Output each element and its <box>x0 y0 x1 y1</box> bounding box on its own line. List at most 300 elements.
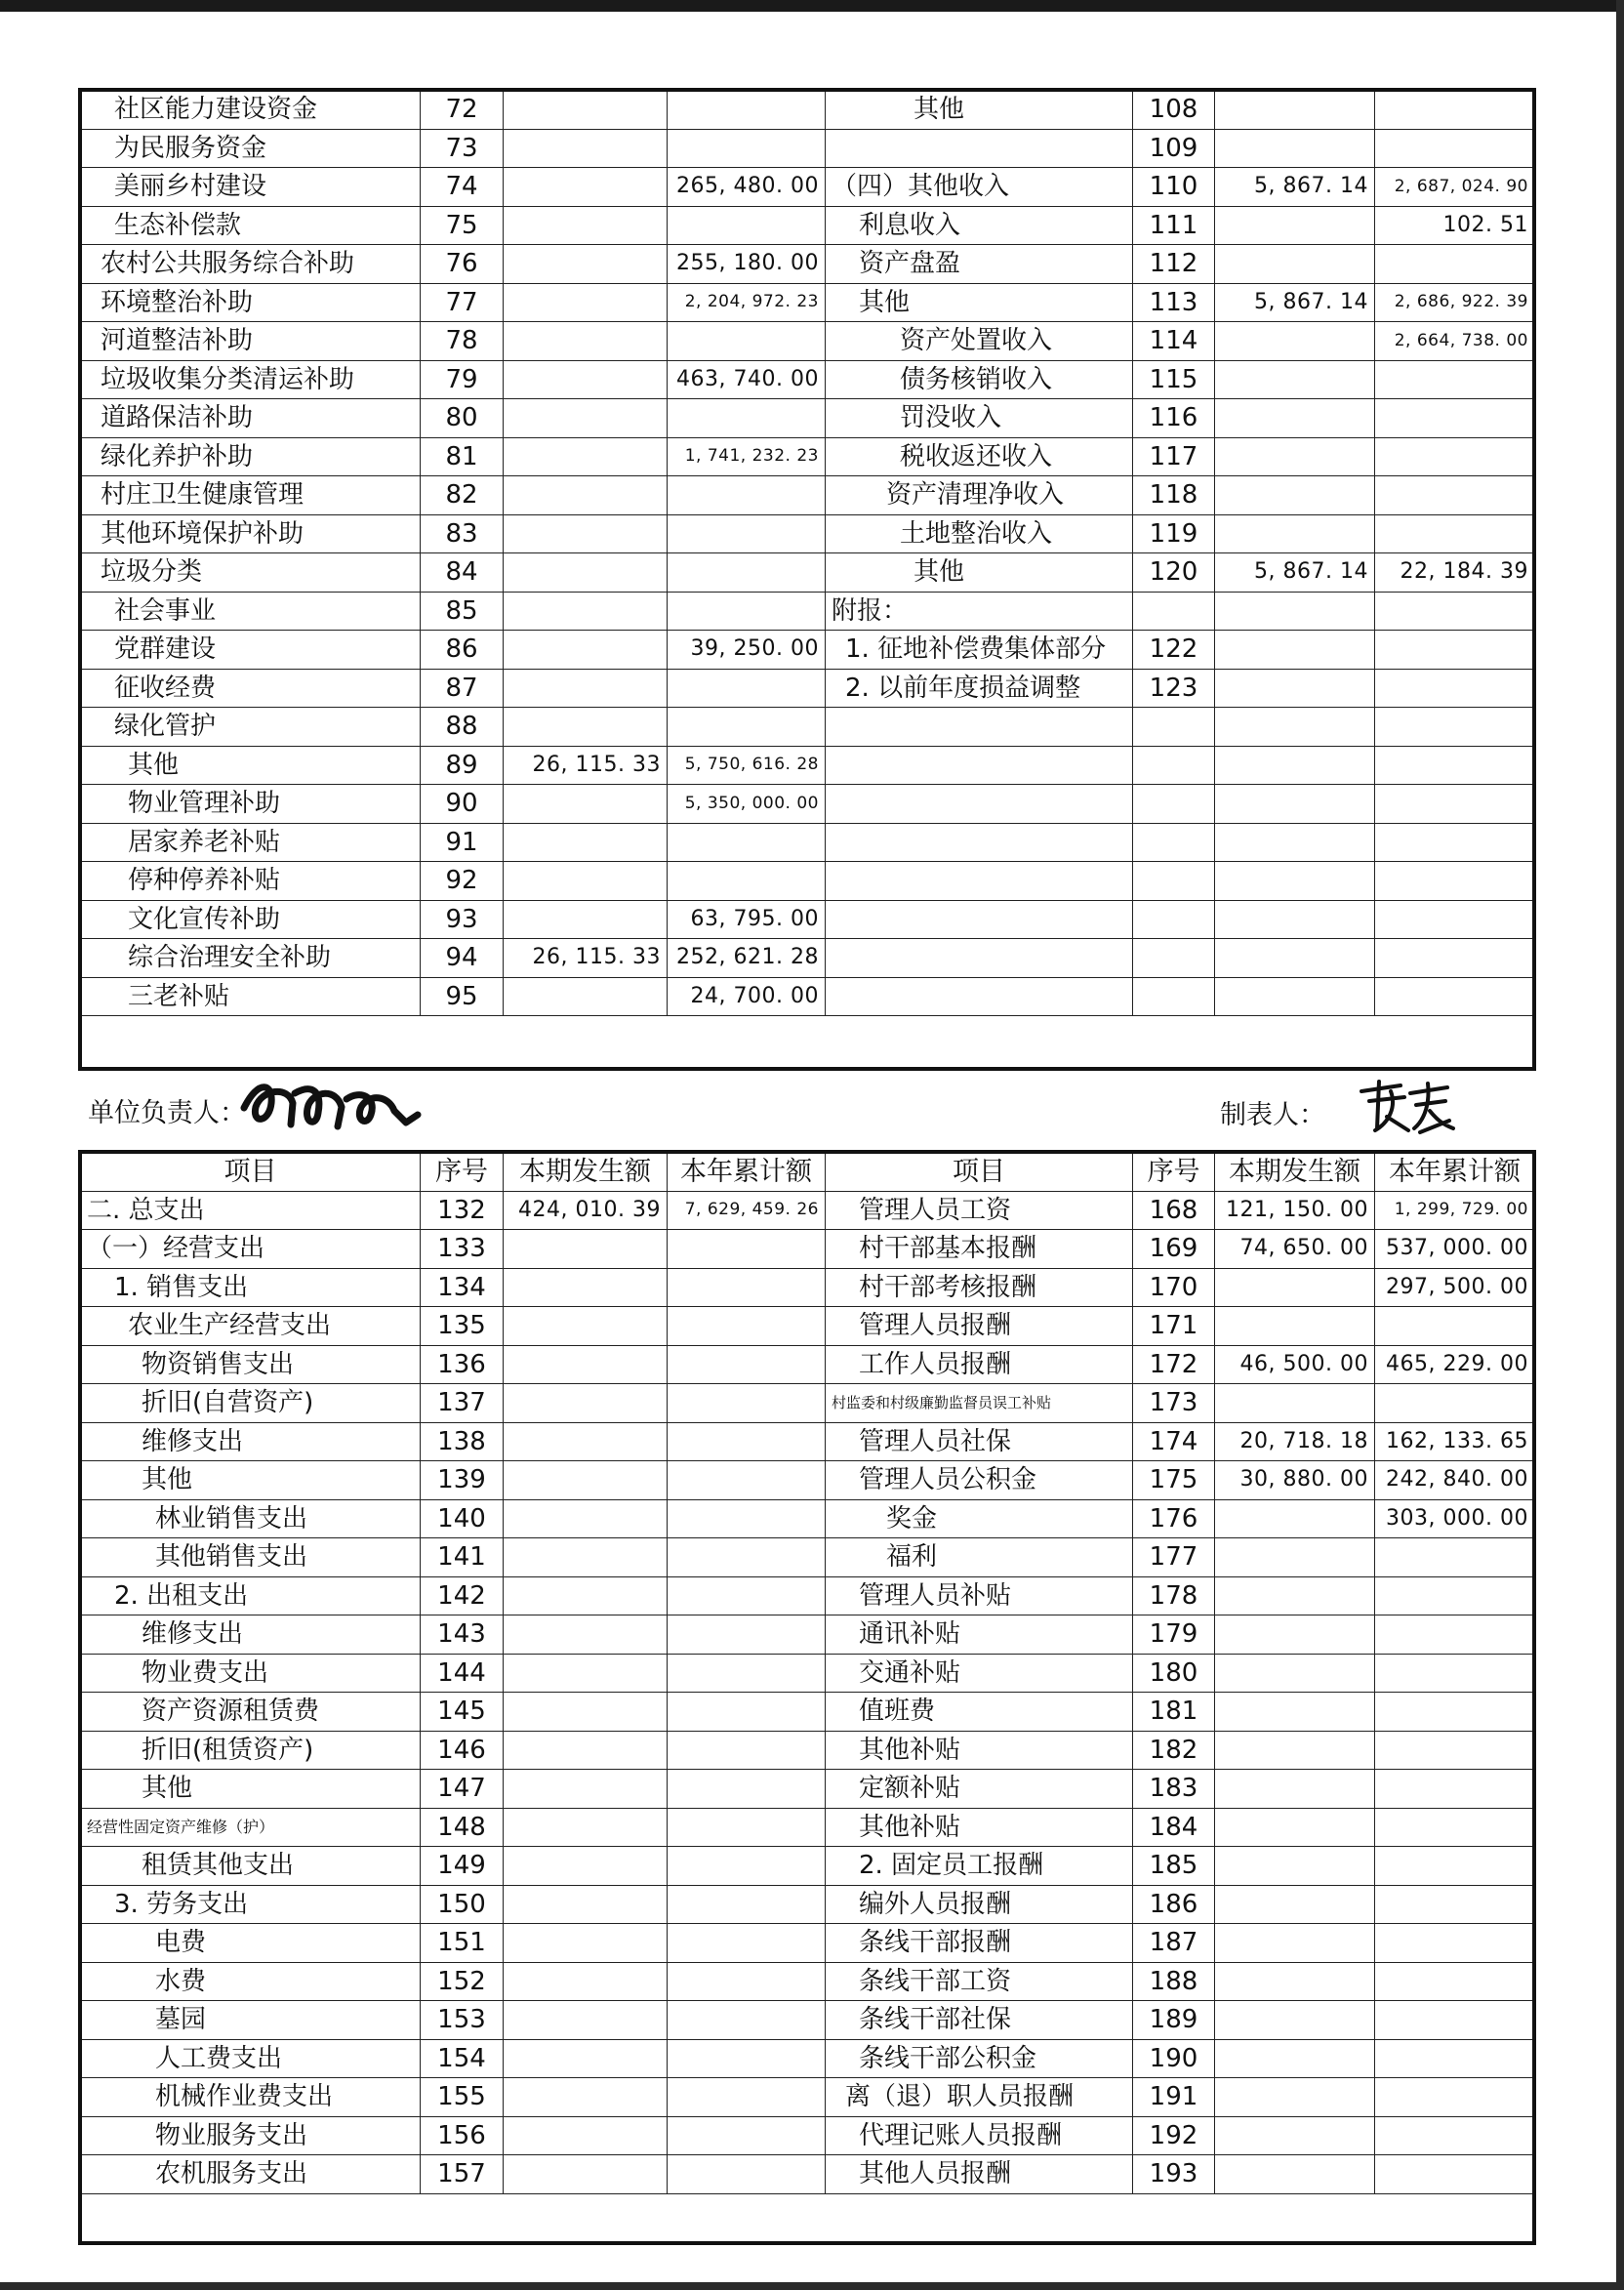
right-current-amount <box>1215 2001 1375 2040</box>
left-current-amount <box>504 399 668 438</box>
left-ytd-amount <box>668 2001 826 2040</box>
right-current-amount <box>1215 900 1375 939</box>
left-current-amount <box>504 1538 668 1577</box>
left-seq-number: 157 <box>421 2155 504 2194</box>
left-ytd-amount <box>668 1770 826 1809</box>
left-current-amount <box>504 437 668 476</box>
right-ytd-amount: 1, 299, 729. 00 <box>1375 1191 1535 1230</box>
right-item-label: 村干部基本报酬 <box>826 1230 1133 1269</box>
left-seq-number: 88 <box>421 708 504 747</box>
table-row <box>81 360 1535 399</box>
right-item-label <box>826 900 1133 939</box>
right-current-amount <box>1215 1576 1375 1615</box>
right-ytd-amount <box>1375 708 1535 747</box>
right-ytd-amount <box>1375 1924 1535 1963</box>
right-current-amount <box>1215 1770 1375 1809</box>
left-ytd-amount <box>668 1962 826 2001</box>
right-ytd-amount <box>1375 1654 1535 1693</box>
left-seq-number: 150 <box>421 1885 504 1924</box>
left-current-amount <box>504 2039 668 2078</box>
right-seq-number: 192 <box>1133 2116 1215 2155</box>
right-ytd-amount <box>1375 2155 1535 2194</box>
left-ytd-amount <box>668 669 826 708</box>
right-item-label: 代理记账人员报酬 <box>826 2116 1133 2155</box>
left-current-amount <box>504 1924 668 1963</box>
right-seq-number <box>1133 746 1215 785</box>
right-item-label: 资产盘盈 <box>826 245 1133 284</box>
scan-top-edge <box>0 0 1624 12</box>
left-current-amount <box>504 129 668 168</box>
right-seq-number: 175 <box>1133 1461 1215 1500</box>
right-seq-number: 108 <box>1133 91 1215 130</box>
right-current-amount <box>1215 245 1375 284</box>
left-ytd-amount: 265, 480. 00 <box>668 168 826 207</box>
table-row <box>81 862 1535 901</box>
table-row <box>81 1770 1535 1809</box>
right-current-amount <box>1215 785 1375 824</box>
left-ytd-amount <box>668 91 826 130</box>
right-ytd-amount: 2, 686, 922. 39 <box>1375 283 1535 322</box>
right-item-label: 值班费 <box>826 1693 1133 1732</box>
table-row <box>81 2116 1535 2155</box>
column-header: 项目 <box>826 1153 1133 1192</box>
table-row <box>81 437 1535 476</box>
left-item-label: 河道整洁补助 <box>81 322 421 361</box>
right-item-label: 管理人员工资 <box>826 1191 1133 1230</box>
right-seq-number: 183 <box>1133 1770 1215 1809</box>
left-item-label: 农村公共服务综合补助 <box>81 245 421 284</box>
right-seq-number: 116 <box>1133 399 1215 438</box>
left-ytd-amount <box>668 476 826 515</box>
left-ytd-amount <box>668 1654 826 1693</box>
left-ytd-amount: 252, 621. 28 <box>668 939 826 978</box>
left-seq-number: 147 <box>421 1770 504 1809</box>
right-item-label: 条线干部报酬 <box>826 1924 1133 1963</box>
left-item-label: 社区能力建设资金 <box>81 91 421 130</box>
left-current-amount <box>504 245 668 284</box>
right-item-label <box>826 862 1133 901</box>
right-item-label: 附报： <box>826 592 1133 631</box>
left-seq-number: 90 <box>421 785 504 824</box>
left-item-label: 其他 <box>81 1770 421 1809</box>
right-seq-number: 176 <box>1133 1499 1215 1538</box>
table-row <box>81 823 1535 862</box>
right-item-label: 条线干部公积金 <box>826 2039 1133 2078</box>
left-seq-number: 132 <box>421 1191 504 1230</box>
left-item-label: 征收经费 <box>81 669 421 708</box>
right-current-amount <box>1215 129 1375 168</box>
right-ytd-amount <box>1375 2039 1535 2078</box>
left-current-amount <box>504 322 668 361</box>
right-current-amount <box>1215 862 1375 901</box>
right-current-amount <box>1215 977 1375 1016</box>
left-seq-number: 93 <box>421 900 504 939</box>
left-item-label: 停种停养补贴 <box>81 862 421 901</box>
left-current-amount <box>504 1230 668 1269</box>
right-seq-number: 185 <box>1133 1847 1215 1886</box>
right-current-amount <box>1215 2039 1375 2078</box>
right-current-amount <box>1215 1731 1375 1770</box>
right-current-amount: 74, 650. 00 <box>1215 1230 1375 1269</box>
left-item-label: 水费 <box>81 1962 421 2001</box>
table-header-row <box>81 1153 1535 1192</box>
left-item-label: 道路保洁补助 <box>81 399 421 438</box>
left-current-amount <box>504 823 668 862</box>
right-item-label: 税收返还收入 <box>826 437 1133 476</box>
table-row <box>81 977 1535 1016</box>
table-row <box>81 1538 1535 1577</box>
right-current-amount <box>1215 1808 1375 1847</box>
left-ytd-amount <box>668 2039 826 2078</box>
right-current-amount <box>1215 1615 1375 1655</box>
left-item-label: 折旧(自营资产) <box>81 1384 421 1423</box>
table-row <box>81 785 1535 824</box>
right-seq-number: 180 <box>1133 1654 1215 1693</box>
table-row <box>81 708 1535 747</box>
right-seq-number <box>1133 939 1215 978</box>
right-seq-number <box>1133 708 1215 747</box>
left-current-amount <box>504 206 668 245</box>
right-item-label: 其他人员报酬 <box>826 2155 1133 2194</box>
right-ytd-amount: 162, 133. 65 <box>1375 1422 1535 1461</box>
left-seq-number: 78 <box>421 322 504 361</box>
right-seq-number: 112 <box>1133 245 1215 284</box>
right-item-label <box>826 785 1133 824</box>
table-row <box>81 2078 1535 2117</box>
left-seq-number: 91 <box>421 823 504 862</box>
table-row <box>81 1268 1535 1307</box>
left-ytd-amount: 5, 750, 616. 28 <box>668 746 826 785</box>
right-seq-number: 123 <box>1133 669 1215 708</box>
table-row <box>81 1885 1535 1924</box>
left-ytd-amount: 24, 700. 00 <box>668 977 826 1016</box>
left-item-label: 折旧(租赁资产) <box>81 1731 421 1770</box>
right-item-label: 工作人员报酬 <box>826 1345 1133 1384</box>
right-current-amount <box>1215 592 1375 631</box>
table-row <box>81 1731 1535 1770</box>
right-ytd-amount <box>1375 514 1535 553</box>
right-seq-number: 182 <box>1133 1731 1215 1770</box>
left-current-amount <box>504 708 668 747</box>
table-row <box>81 514 1535 553</box>
left-seq-number: 86 <box>421 631 504 670</box>
left-ytd-amount <box>668 1731 826 1770</box>
right-item-label <box>826 708 1133 747</box>
left-current-amount <box>504 1962 668 2001</box>
right-seq-number: 186 <box>1133 1885 1215 1924</box>
left-item-label: 物业管理补助 <box>81 785 421 824</box>
left-item-label: 社会事业 <box>81 592 421 631</box>
table-row <box>81 592 1535 631</box>
right-item-label: 管理人员社保 <box>826 1422 1133 1461</box>
left-ytd-amount <box>668 823 826 862</box>
left-current-amount: 424, 010. 39 <box>504 1191 668 1230</box>
left-ytd-amount <box>668 1461 826 1500</box>
left-seq-number: 154 <box>421 2039 504 2078</box>
left-ytd-amount <box>668 1345 826 1384</box>
right-ytd-amount <box>1375 669 1535 708</box>
right-ytd-amount <box>1375 1538 1535 1577</box>
left-current-amount <box>504 2155 668 2194</box>
left-ytd-amount <box>668 1576 826 1615</box>
left-ytd-amount <box>668 1307 826 1346</box>
preparer-signature <box>1352 1072 1459 1140</box>
left-item-label: 生态补偿款 <box>81 206 421 245</box>
table-row <box>81 1847 1535 1886</box>
left-current-amount <box>504 1461 668 1500</box>
table-row <box>81 168 1535 207</box>
left-item-label: 党群建设 <box>81 631 421 670</box>
right-seq-number: 117 <box>1133 437 1215 476</box>
right-seq-number: 120 <box>1133 553 1215 593</box>
left-seq-number: 143 <box>421 1615 504 1655</box>
left-seq-number: 137 <box>421 1384 504 1423</box>
left-current-amount <box>504 1307 668 1346</box>
left-item-label: 绿化管护 <box>81 708 421 747</box>
right-item-label: 管理人员报酬 <box>826 1307 1133 1346</box>
left-current-amount <box>504 283 668 322</box>
right-current-amount <box>1215 514 1375 553</box>
right-ytd-amount <box>1375 129 1535 168</box>
left-seq-number: 142 <box>421 1576 504 1615</box>
right-current-amount <box>1215 1885 1375 1924</box>
table-row <box>81 746 1535 785</box>
left-seq-number: 81 <box>421 437 504 476</box>
left-current-amount <box>504 1499 668 1538</box>
right-item-label: 奖金 <box>826 1499 1133 1538</box>
right-ytd-amount <box>1375 746 1535 785</box>
left-item-label: 1. 销售支出 <box>81 1268 421 1307</box>
right-item-label: 资产处置收入 <box>826 322 1133 361</box>
right-ytd-amount <box>1375 1962 1535 2001</box>
left-current-amount <box>504 1345 668 1384</box>
right-ytd-amount <box>1375 1731 1535 1770</box>
right-seq-number: 169 <box>1133 1230 1215 1269</box>
right-item-label: 其他 <box>826 553 1133 593</box>
left-current-amount <box>504 1770 668 1809</box>
left-seq-number: 149 <box>421 1847 504 1886</box>
left-ytd-amount <box>668 129 826 168</box>
table-row <box>81 476 1535 515</box>
right-seq-number: 191 <box>1133 2078 1215 2117</box>
left-current-amount <box>504 168 668 207</box>
table-row <box>81 1654 1535 1693</box>
left-seq-number: 145 <box>421 1693 504 1732</box>
right-current-amount <box>1215 206 1375 245</box>
left-item-label: 3. 劳务支出 <box>81 1885 421 1924</box>
table-row <box>81 1422 1535 1461</box>
left-ytd-amount <box>668 1422 826 1461</box>
unit-head-label: 单位负责人： <box>88 1098 246 1128</box>
left-seq-number: 89 <box>421 746 504 785</box>
right-item-label: 村监委和村级廉勤监督员误工补贴 <box>826 1384 1133 1423</box>
right-item-label: 其他补贴 <box>826 1731 1133 1770</box>
table-row <box>81 631 1535 670</box>
right-ytd-amount: 465, 229. 00 <box>1375 1345 1535 1384</box>
left-seq-number: 72 <box>421 91 504 130</box>
right-ytd-amount <box>1375 939 1535 978</box>
left-ytd-amount <box>668 1693 826 1732</box>
left-ytd-amount: 255, 180. 00 <box>668 245 826 284</box>
table-row <box>81 245 1535 284</box>
right-current-amount: 30, 880. 00 <box>1215 1461 1375 1500</box>
right-ytd-amount <box>1375 977 1535 1016</box>
right-ytd-amount <box>1375 1693 1535 1732</box>
right-item-label: 条线干部社保 <box>826 2001 1133 2040</box>
right-ytd-amount <box>1375 245 1535 284</box>
left-seq-number: 80 <box>421 399 504 438</box>
table-row <box>81 900 1535 939</box>
left-current-amount <box>504 977 668 1016</box>
table-row <box>81 2039 1535 2078</box>
left-seq-number: 74 <box>421 168 504 207</box>
right-current-amount <box>1215 1924 1375 1963</box>
left-ytd-amount <box>668 592 826 631</box>
left-ytd-amount <box>668 1924 826 1963</box>
right-current-amount <box>1215 631 1375 670</box>
left-item-label: 村庄卫生健康管理 <box>81 476 421 515</box>
left-ytd-amount <box>668 1268 826 1307</box>
left-item-label: 电费 <box>81 1924 421 1963</box>
right-ytd-amount: 303, 000. 00 <box>1375 1499 1535 1538</box>
right-current-amount <box>1215 476 1375 515</box>
right-seq-number <box>1133 823 1215 862</box>
right-current-amount <box>1215 708 1375 747</box>
table-row <box>81 1576 1535 1615</box>
right-seq-number: 171 <box>1133 1307 1215 1346</box>
left-item-label: 其他环境保护补助 <box>81 514 421 553</box>
right-ytd-amount <box>1375 1384 1535 1423</box>
right-ytd-amount <box>1375 785 1535 824</box>
scan-bottom-edge <box>0 2282 1624 2290</box>
right-ytd-amount <box>1375 1808 1535 1847</box>
right-seq-number <box>1133 900 1215 939</box>
right-seq-number: 184 <box>1133 1808 1215 1847</box>
left-current-amount <box>504 1847 668 1886</box>
right-current-amount <box>1215 1499 1375 1538</box>
right-ytd-amount <box>1375 2116 1535 2155</box>
column-header: 序号 <box>421 1153 504 1192</box>
right-ytd-amount <box>1375 1847 1535 1886</box>
left-seq-number: 83 <box>421 514 504 553</box>
left-ytd-amount <box>668 1615 826 1655</box>
right-ytd-amount <box>1375 91 1535 130</box>
left-seq-number: 141 <box>421 1538 504 1577</box>
left-current-amount <box>504 1268 668 1307</box>
left-item-label: 二. 总支出 <box>81 1191 421 1230</box>
right-item-label: 离（退）职人员报酬 <box>826 2078 1133 2117</box>
right-seq-number <box>1133 592 1215 631</box>
right-current-amount <box>1215 2078 1375 2117</box>
left-seq-number: 146 <box>421 1731 504 1770</box>
left-ytd-amount <box>668 553 826 593</box>
left-item-label: 人工费支出 <box>81 2039 421 2078</box>
table-row <box>81 2001 1535 2040</box>
right-current-amount <box>1215 1538 1375 1577</box>
left-ytd-amount: 39, 250. 00 <box>668 631 826 670</box>
left-current-amount <box>504 91 668 130</box>
right-ytd-amount <box>1375 631 1535 670</box>
right-ytd-amount <box>1375 399 1535 438</box>
income-continuation-table <box>80 90 1535 1016</box>
table-row <box>81 2155 1535 2194</box>
left-item-label: 租赁其他支出 <box>81 1847 421 1886</box>
right-ytd-amount <box>1375 437 1535 476</box>
left-item-label: 其他 <box>81 746 421 785</box>
left-ytd-amount <box>668 1885 826 1924</box>
right-item-label: 福利 <box>826 1538 1133 1577</box>
left-current-amount <box>504 669 668 708</box>
column-header: 本年累计额 <box>668 1153 826 1192</box>
left-current-amount <box>504 1731 668 1770</box>
right-current-amount <box>1215 360 1375 399</box>
preparer-label: 制表人： <box>1220 1100 1325 1130</box>
column-header: 本年累计额 <box>1375 1153 1535 1192</box>
left-current-amount <box>504 592 668 631</box>
table-row <box>81 1307 1535 1346</box>
right-current-amount: 5, 867. 14 <box>1215 283 1375 322</box>
right-seq-number <box>1133 785 1215 824</box>
left-current-amount <box>504 1422 668 1461</box>
right-seq-number: 109 <box>1133 129 1215 168</box>
left-seq-number: 152 <box>421 1962 504 2001</box>
left-current-amount <box>504 1808 668 1847</box>
right-item-label: 交通补贴 <box>826 1654 1133 1693</box>
left-seq-number: 133 <box>421 1230 504 1269</box>
left-seq-number: 75 <box>421 206 504 245</box>
right-seq-number: 110 <box>1133 168 1215 207</box>
right-item-label: 其他 <box>826 91 1133 130</box>
expenditure-table <box>80 1152 1535 2194</box>
left-ytd-amount: 7, 629, 459. 26 <box>668 1191 826 1230</box>
left-current-amount <box>504 785 668 824</box>
left-item-label: 物业服务支出 <box>81 2116 421 2155</box>
left-current-amount <box>504 2001 668 2040</box>
right-current-amount <box>1215 823 1375 862</box>
right-item-label: 2. 以前年度损益调整 <box>826 669 1133 708</box>
left-item-label: 环境整治补助 <box>81 283 421 322</box>
right-ytd-amount <box>1375 823 1535 862</box>
left-current-amount <box>504 631 668 670</box>
left-current-amount <box>504 1384 668 1423</box>
right-ytd-amount <box>1375 1885 1535 1924</box>
right-seq-number: 179 <box>1133 1615 1215 1655</box>
right-item-label: （四）其他收入 <box>826 168 1133 207</box>
right-ytd-amount <box>1375 1307 1535 1346</box>
left-item-label: （一）经营支出 <box>81 1230 421 1269</box>
left-seq-number: 94 <box>421 939 504 978</box>
left-seq-number: 95 <box>421 977 504 1016</box>
left-seq-number: 134 <box>421 1268 504 1307</box>
right-current-amount <box>1215 2116 1375 2155</box>
left-ytd-amount <box>668 1808 826 1847</box>
right-seq-number <box>1133 862 1215 901</box>
right-item-label <box>826 129 1133 168</box>
left-current-amount <box>504 2116 668 2155</box>
table-row <box>81 1461 1535 1500</box>
right-item-label: 编外人员报酬 <box>826 1885 1133 1924</box>
right-ytd-amount <box>1375 592 1535 631</box>
left-current-amount: 26, 115. 33 <box>504 939 668 978</box>
right-item-label: 其他补贴 <box>826 1808 1133 1847</box>
right-item-label: 债务核销收入 <box>826 360 1133 399</box>
left-ytd-amount <box>668 399 826 438</box>
right-item-label: 村干部考核报酬 <box>826 1268 1133 1307</box>
left-current-amount <box>504 360 668 399</box>
left-ytd-amount <box>668 1847 826 1886</box>
left-item-label: 林业销售支出 <box>81 1499 421 1538</box>
left-current-amount <box>504 1885 668 1924</box>
